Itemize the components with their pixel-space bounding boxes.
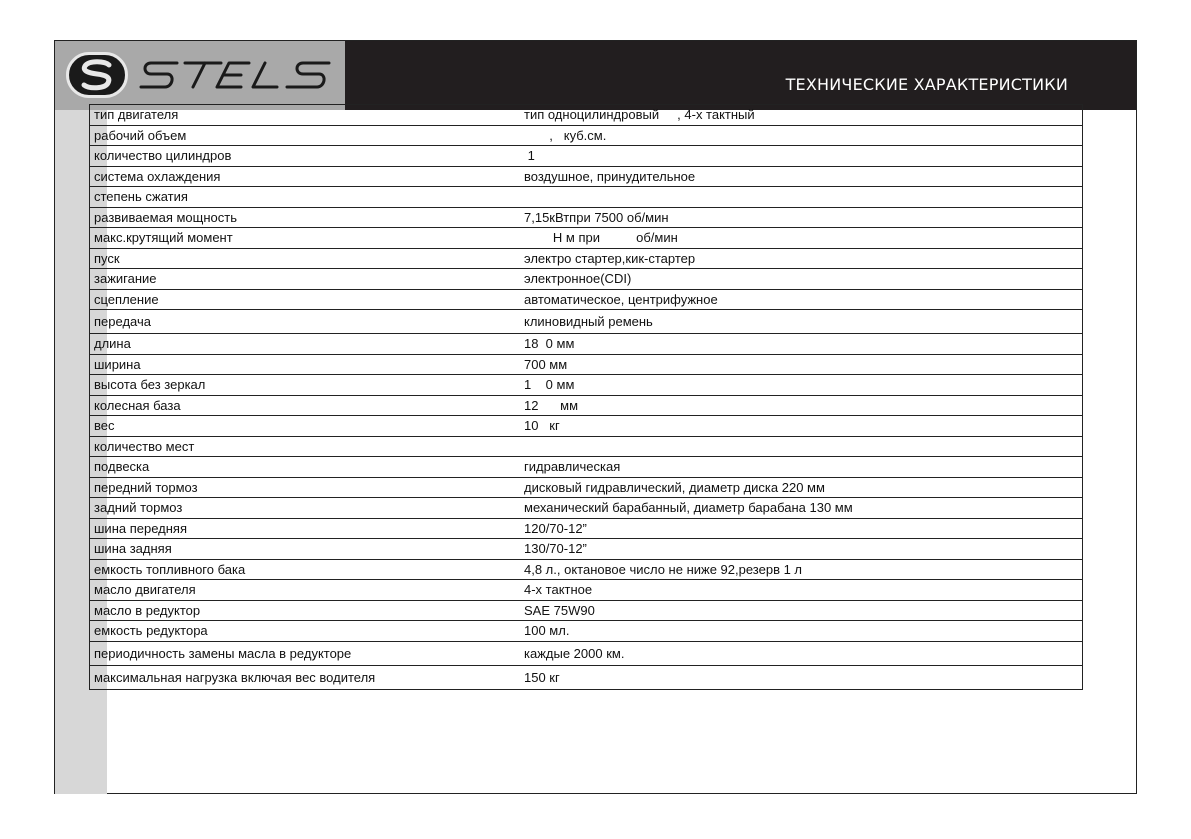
logo-s-icon bbox=[66, 52, 128, 98]
spec-value: 700 мм bbox=[510, 354, 1083, 375]
table-row bbox=[90, 228, 1083, 249]
spec-value: 100 мл. bbox=[510, 621, 1083, 642]
spec-value: 12 мм bbox=[510, 395, 1083, 416]
spec-value bbox=[510, 187, 1083, 208]
table-row bbox=[90, 665, 1083, 689]
spec-name: ширина bbox=[90, 354, 511, 375]
spec-name: зажигание bbox=[90, 269, 511, 290]
spec-value: 1 bbox=[510, 146, 1083, 167]
spec-value: 4-х тактное bbox=[510, 580, 1083, 601]
table-row bbox=[90, 559, 1083, 580]
table-row bbox=[90, 621, 1083, 642]
spec-value: Н м при об/мин bbox=[510, 228, 1083, 249]
spec-value: 4,8 л., октановое число не ниже 92,резерв 1 л bbox=[510, 559, 1083, 580]
spec-name: макс.крутящий момент bbox=[90, 228, 511, 249]
spec-name: количество мест bbox=[90, 436, 511, 457]
spec-name: шина передняя bbox=[90, 518, 511, 539]
spec-value: 1 0 мм bbox=[510, 375, 1083, 396]
spec-name: сцепление bbox=[90, 289, 511, 310]
table-row bbox=[90, 269, 1083, 290]
spec-name: количество цилиндров bbox=[90, 146, 511, 167]
spec-value: 10 кг bbox=[510, 416, 1083, 437]
spec-value: тип одноцилиндровый , 4-х тактный bbox=[510, 105, 1083, 126]
spec-name: вес bbox=[90, 416, 511, 437]
spec-value: дисковый гидравлический, диаметр диска 220 мм bbox=[510, 477, 1083, 498]
table-row bbox=[90, 477, 1083, 498]
spec-name: длина bbox=[90, 334, 511, 355]
table-row bbox=[90, 289, 1083, 310]
table-row bbox=[90, 146, 1083, 167]
spec-value: механический барабанный, диаметр барабана 130 мм bbox=[510, 498, 1083, 519]
spec-name: степень сжатия bbox=[90, 187, 511, 208]
table-row bbox=[90, 187, 1083, 208]
spec-name: масло двигателя bbox=[90, 580, 511, 601]
logo-wordmark bbox=[137, 54, 337, 96]
table-row bbox=[90, 539, 1083, 560]
table-row bbox=[90, 641, 1083, 665]
table-row bbox=[90, 207, 1083, 228]
page-title: ТЕХНИЧЕСКИЕ ХАРАКТЕРИСТИКИ bbox=[785, 75, 1068, 94]
table-row bbox=[90, 580, 1083, 601]
spec-name: тип двигателя bbox=[90, 105, 511, 126]
table-row bbox=[90, 498, 1083, 519]
header-bar bbox=[55, 41, 1136, 110]
spec-value: 120/70-12” bbox=[510, 518, 1083, 539]
spec-value: гидравлическая bbox=[510, 457, 1083, 478]
spec-value: электро стартер,кик-стартер bbox=[510, 248, 1083, 269]
table-row bbox=[90, 105, 1083, 126]
spec-name: масло в редуктор bbox=[90, 600, 511, 621]
table-row bbox=[90, 416, 1083, 437]
table-row bbox=[90, 395, 1083, 416]
table-row bbox=[90, 375, 1083, 396]
spec-value: 150 кг bbox=[510, 665, 1083, 689]
table-row bbox=[90, 334, 1083, 355]
spec-name: передний тормоз bbox=[90, 477, 511, 498]
spec-name: пуск bbox=[90, 248, 511, 269]
spec-value: электронное(CDI) bbox=[510, 269, 1083, 290]
spec-table-body bbox=[90, 105, 1083, 690]
spec-value: каждые 2000 км. bbox=[510, 641, 1083, 665]
spec-value: 7,15кВтпри 7500 об/мин bbox=[510, 207, 1083, 228]
spec-value: клиновидный ремень bbox=[510, 310, 1083, 334]
spec-name: емкость топливного бака bbox=[90, 559, 511, 580]
table-row bbox=[90, 518, 1083, 539]
brand-logo bbox=[55, 41, 345, 110]
table-row bbox=[90, 457, 1083, 478]
table-row bbox=[90, 125, 1083, 146]
spec-name: подвеска bbox=[90, 457, 511, 478]
spec-name: задний тормоз bbox=[90, 498, 511, 519]
spec-name: периодичность замены масла в редукторе bbox=[90, 641, 511, 665]
table-row bbox=[90, 600, 1083, 621]
spec-name: емкость редуктора bbox=[90, 621, 511, 642]
spec-value: воздушное, принудительное bbox=[510, 166, 1083, 187]
spec-name: передача bbox=[90, 310, 511, 334]
spec-name: колесная база bbox=[90, 395, 511, 416]
spec-value: 130/70-12” bbox=[510, 539, 1083, 560]
table-row bbox=[90, 166, 1083, 187]
spec-value: , куб.см. bbox=[510, 125, 1083, 146]
spec-name: шина задняя bbox=[90, 539, 511, 560]
spec-name: рабочий объем bbox=[90, 125, 511, 146]
spec-value: 18 0 мм bbox=[510, 334, 1083, 355]
spec-name: развиваемая мощность bbox=[90, 207, 511, 228]
logo-s-glyph bbox=[75, 57, 119, 93]
table-row bbox=[90, 436, 1083, 457]
spec-name: высота без зеркал bbox=[90, 375, 511, 396]
spec-value: SAE 75W90 bbox=[510, 600, 1083, 621]
spec-name: система охлаждения bbox=[90, 166, 511, 187]
spec-value: автоматическое, центрифужное bbox=[510, 289, 1083, 310]
table-row bbox=[90, 354, 1083, 375]
spec-value bbox=[510, 436, 1083, 457]
spec-table bbox=[89, 104, 1083, 690]
table-row bbox=[90, 248, 1083, 269]
table-row bbox=[90, 310, 1083, 334]
spec-name: максимальная нагрузка включая вес водителя bbox=[90, 665, 511, 689]
